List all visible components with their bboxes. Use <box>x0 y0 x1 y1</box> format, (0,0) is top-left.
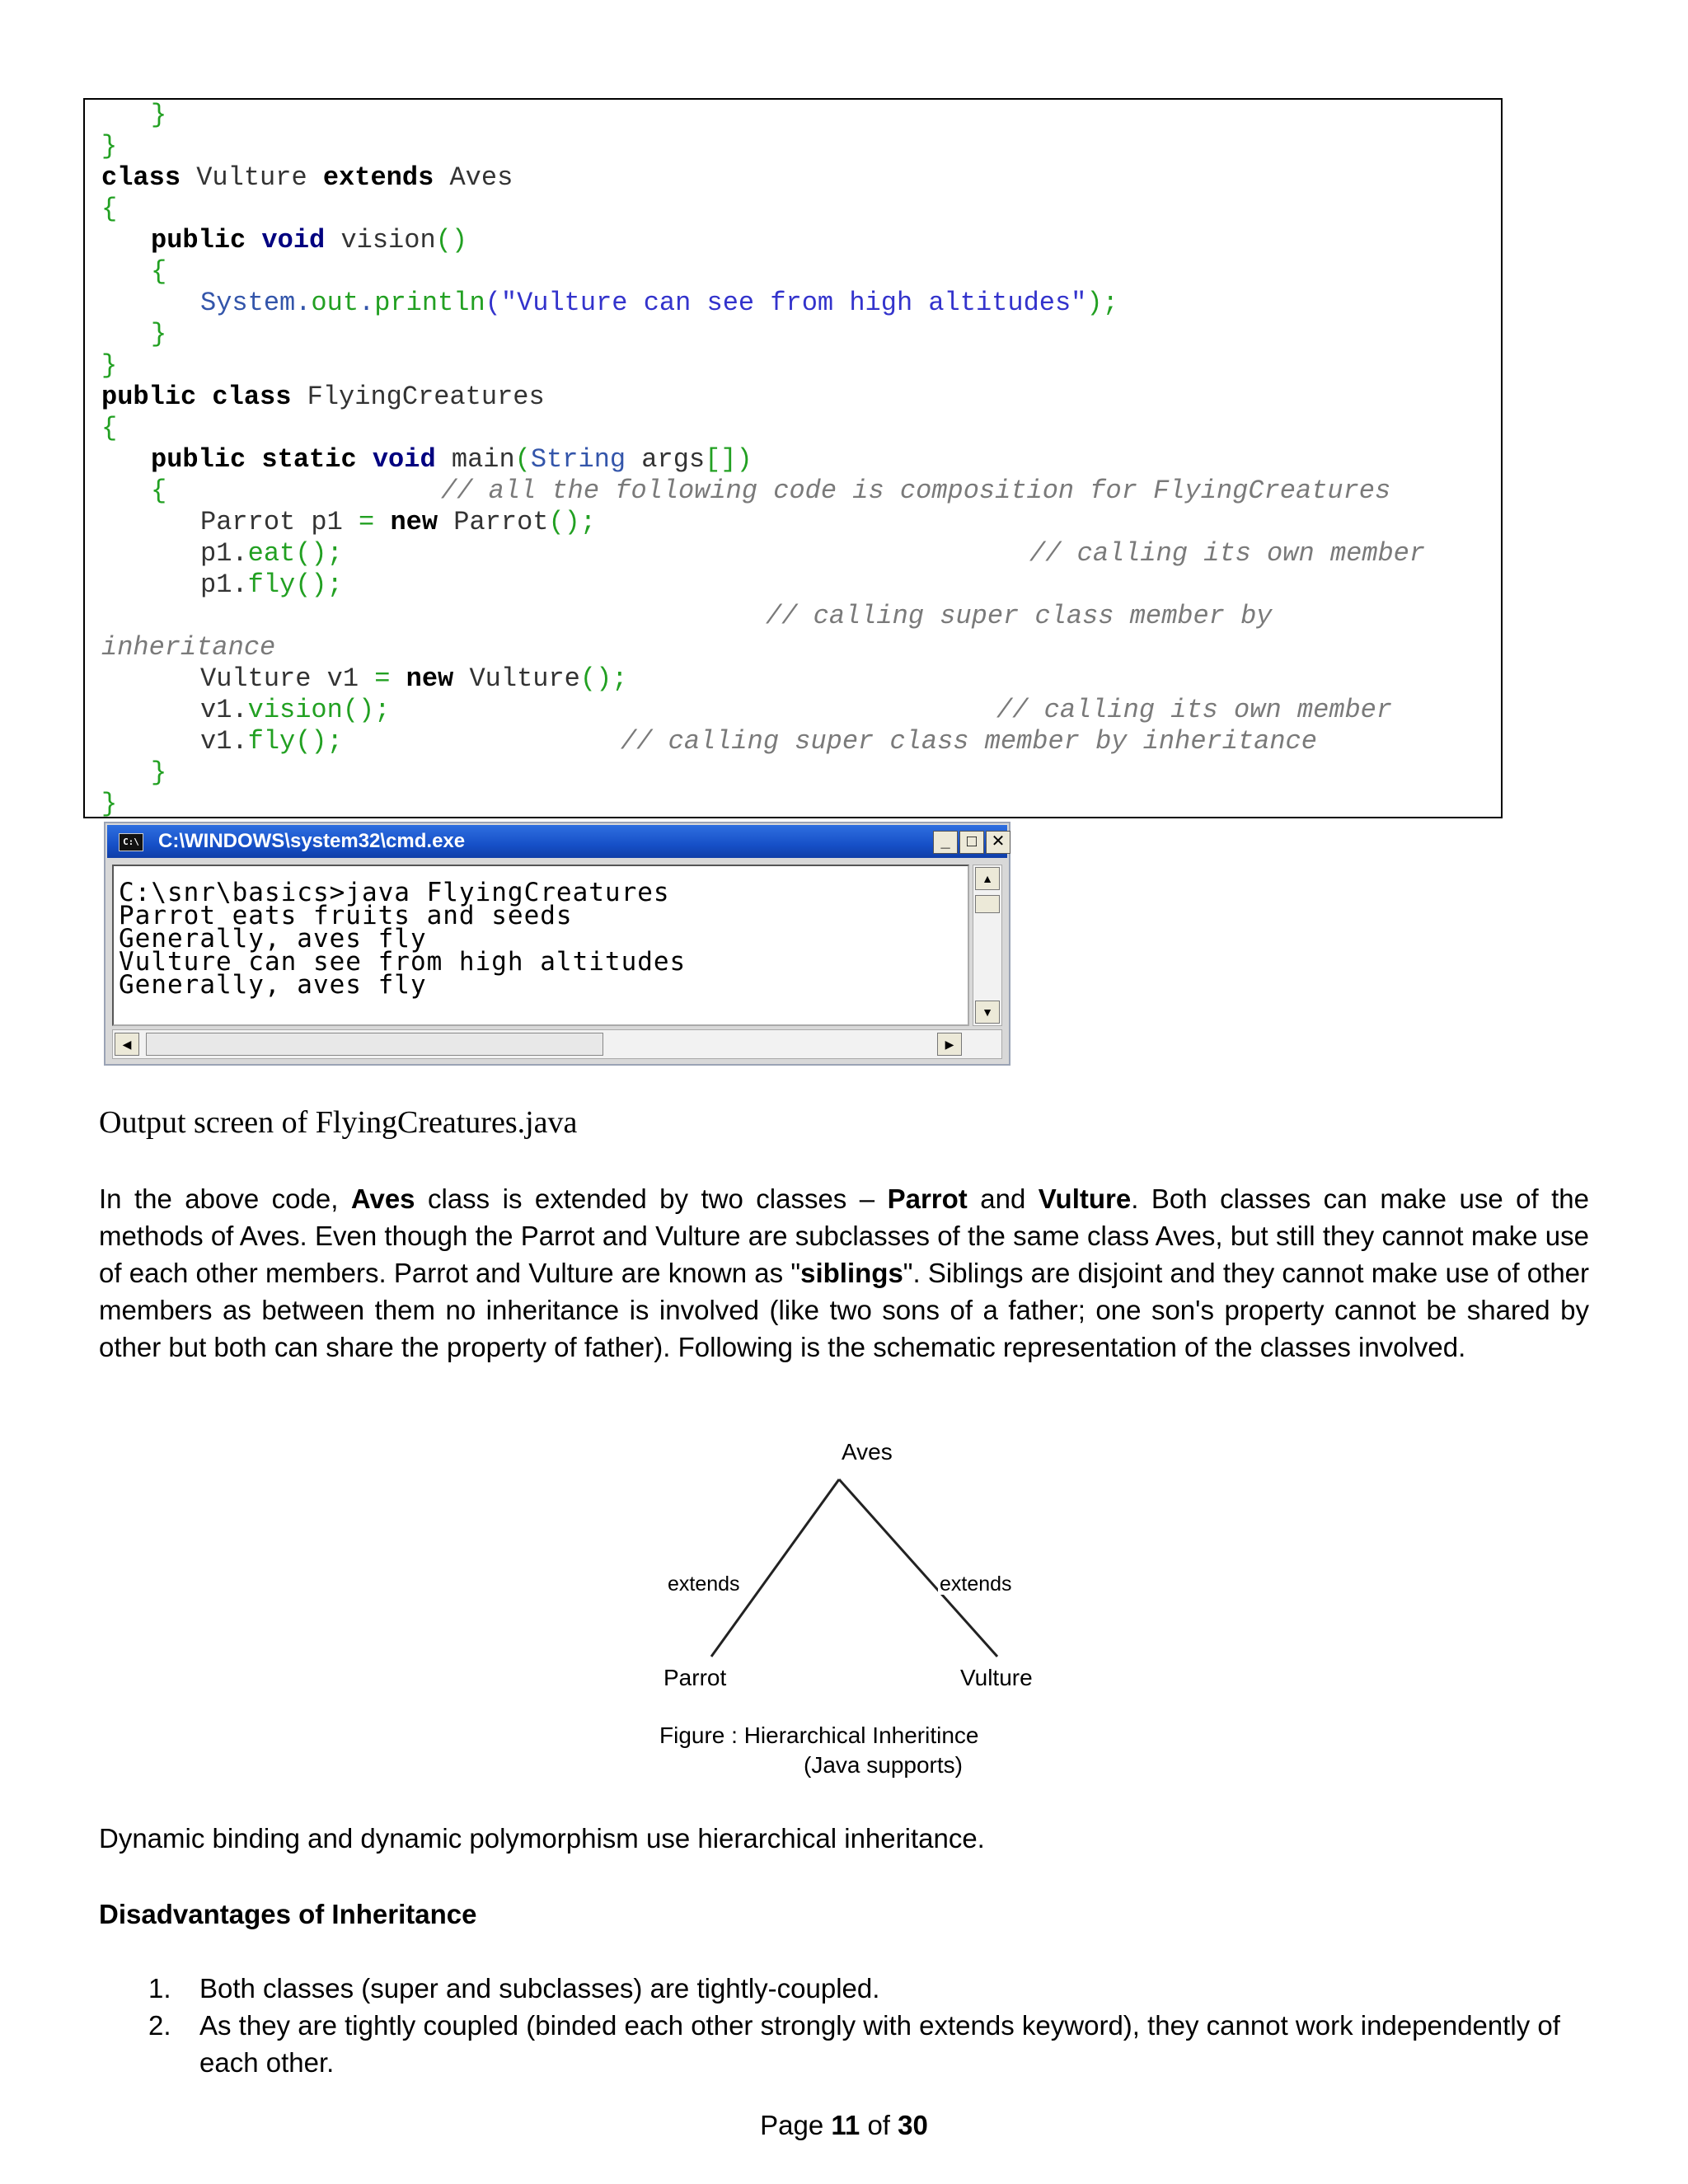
edge-label-right: extends <box>940 1572 1012 1596</box>
code-comment: // calling its own member <box>996 695 1393 725</box>
cmd-app-icon: C:\ <box>119 833 143 851</box>
section-heading: Disadvantages of Inheritance <box>99 1899 477 1929</box>
code-line: class Vulture extends Aves <box>101 162 513 193</box>
edge-aves-vulture <box>839 1479 997 1657</box>
code-line: public class FlyingCreatures <box>101 382 545 412</box>
code-line: System.out.println("Vulture can see from high altitudes"); <box>200 288 1118 318</box>
cmd-output[interactable] <box>112 865 969 1026</box>
close-button[interactable]: ✕ <box>986 831 1010 854</box>
scroll-left-icon[interactable]: ◀ <box>115 1033 139 1056</box>
scroll-up-icon[interactable]: ▲ <box>975 867 1000 890</box>
code-line: v1.vision(); <box>200 695 391 725</box>
diagram-caption-sub: (Java supports) <box>804 1752 963 1778</box>
maximize-button[interactable]: □ <box>959 831 984 854</box>
cmd-output-line: Generally, aves fly <box>119 970 427 1000</box>
scroll-down-icon[interactable]: ▼ <box>975 1001 1000 1024</box>
figure-caption: Output screen of FlyingCreatures.java <box>99 1105 578 1140</box>
code-line: { <box>101 194 118 224</box>
code-comment: // all the following code is composition for FlyingCreatures <box>441 476 1391 506</box>
code-line: p1.fly(); <box>200 569 343 600</box>
scroll-right-icon[interactable]: ▶ <box>937 1033 962 1056</box>
cmd-output-line: Vulture can see from high altitudes <box>119 947 687 977</box>
scroll-thumb[interactable] <box>975 895 1000 913</box>
edge-aves-parrot <box>711 1479 839 1657</box>
diagram-caption: Figure : Hierarchical Inheritince <box>659 1722 979 1748</box>
code-line: p1.eat(); <box>200 538 343 569</box>
code-comment: inheritance <box>101 632 276 663</box>
minimize-button[interactable]: _ <box>933 831 958 854</box>
code-comment: // calling super class member by <box>766 601 1273 631</box>
code-listing <box>83 98 1503 818</box>
node-parrot: Parrot <box>663 1665 727 1690</box>
cmd-title: C:\WINDOWS\system32\cmd.exe <box>158 830 466 852</box>
edge-label-left: extends <box>668 1572 740 1596</box>
code-line: { <box>151 256 167 287</box>
code-line: } <box>101 789 118 818</box>
code-line: } <box>151 757 167 788</box>
code-line: public static void main(String args[]) <box>151 444 753 475</box>
horizontal-scrollbar[interactable] <box>112 1029 1002 1059</box>
body-paragraph: In the above code, Aves class is extended by two classes – Parrot and Vulture. Both classes can make use of the methods of Aves. Even though the Parrot and Vulture are subclasses of the same class Aves, but still they cannot make use of each other members. Parrot and Vulture are known as "siblings". Siblings are disjoint and they cannot make use of other members as between them no inheritance is involved (like two sons of a father; one son's property cannot be shared by other but both can share the property of father). Following is the schematic representation of the classes involved. <box>99 1183 1590 1362</box>
code-line: Vulture v1 = new Vulture(); <box>200 663 628 694</box>
node-aves: Aves <box>842 1439 893 1465</box>
vertical-scrollbar[interactable] <box>973 865 1002 1026</box>
cmd-window <box>104 822 1010 1066</box>
code-line: { <box>101 413 118 443</box>
list-item: 1. Both classes (super and subclasses) are tightly-coupled. <box>148 1973 880 2004</box>
page-footer: Page 11 of 30 <box>760 2110 928 2140</box>
code-line: public void vision() <box>151 225 468 255</box>
code-line: } <box>101 350 118 381</box>
code-comment: // calling super class member by inheritance <box>621 726 1317 757</box>
inheritance-diagram <box>643 1430 1071 1784</box>
code-line: } <box>101 131 118 162</box>
scroll-thumb[interactable] <box>146 1033 603 1056</box>
cmd-output-line: C:\snr\basics>java FlyingCreatures <box>119 878 670 907</box>
cmd-output-line: Parrot eats fruits and seeds <box>119 901 573 930</box>
code-line: } <box>151 319 167 349</box>
code-line: { <box>151 476 167 506</box>
node-vulture: Vulture <box>960 1665 1033 1690</box>
disadvantages-list <box>99 1970 1589 2081</box>
cmd-titlebar[interactable] <box>107 825 1007 858</box>
code-line: v1.fly(); <box>200 726 343 757</box>
code-comment: // calling its own member <box>1029 538 1426 569</box>
statement: Dynamic binding and dynamic polymorphism use hierarchical inheritance. <box>99 1823 985 1854</box>
code-line: } <box>151 100 167 130</box>
code-line: Parrot p1 = new Parrot(); <box>200 507 597 537</box>
cmd-output-line: Generally, aves fly <box>119 924 427 954</box>
list-item: 2. As they are tightly coupled (binded each other strongly with extends keyword), they cannot work independently of each other. <box>148 2010 1560 2078</box>
